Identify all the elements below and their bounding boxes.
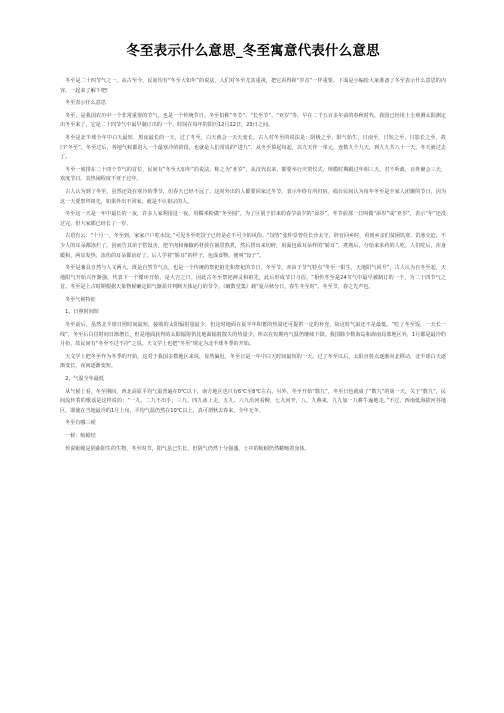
- paragraph: 冬至，是我国农历中一个非常重要的节气，也是一个传统节日。冬至俗称“冬节”、“长至节”、“亚岁”等。早在二千五百多年前的春秋时代，我国已经用土圭观测太阳测定出冬至来了，它是二十四节气中最早制订出的一个。时间在每年的阳历12月22日，23日之间。: [60, 112, 446, 129]
- paragraph: 冬至一度排在二十四个节气的首位，民间有“冬至大如年”的说法，称之为“亚岁”。从汉代以来，都要举行庆贺仪式，规模时期跟过年相三天，君不听政，百姓聚会三天，欢度节日。其热闹程度不亚于过年。: [60, 166, 446, 183]
- section-heading: 冬至有哪三候: [65, 420, 96, 427]
- paragraph: 传说蚯蚓是阴曲阳生的生物，冬至时节，阳气虽已生长，但阴气仍然十分强盛，土中的蚯蚓仍然蜷缩着身体。: [65, 445, 310, 452]
- paragraph: 冬至是兼具自然与人文两大，既是自然节气点，也是一个传统的祭祀祖先和祭祀的节日。冬至节，亦由于节气特点“冬至一阳生，天地阳气回升”，古人认为自冬至起，天地阳气开始兴作渐强，代表下一个循环开始，是大吉之日。因此古冬至祭祀神灵和祖先，此后形成节日习俗。“相传冬至是24节气中最早被制订的一个，为二十四节气之首。冬至是上古时期根据天象物候确定阳气渐盈并判断天体运行的节令。《破数堂集》载“夏尽秋分日，春生冬至时”。冬至节，春之先声也。: [60, 265, 446, 291]
- document-title: 冬至表示什么意思_冬至寓意代表什么意思: [126, 43, 380, 59]
- paragraph: 冬至前后，虽然北半球日照时间最短，接收的太阳辐射量最少，但这时地面在夏半年积蓄的热量还可提供一定的补充，故这时气温还不是最低。“吃了冬至饭，一天长一线”，冬至后白昼时间日渐增长，但是地面获得的太阳辐射仍比地面辐射散失的热量少，所以在短期内气温仍继续下降。我国除少数海岛和海南局部地区外，1月都是最冷的月份，故民间有“冬至不过不冷”之说。天文学上也把“冬至”规定为北半球冬季的开始。: [60, 322, 446, 348]
- paragraph: 古语有云：“十月一，冬至到，家家户户吃水饺。”可见冬至吃饺子已经是必不可少的风俗。“饺皆”张仲景曾任长沙太守，辞官回乡时，看到乡亲们贫困饥寒，饥寒交迫，不少人的耳朵都冻烂了。因而告其弟子搭设舍，把羊肉和辣椒药材放在锅里熬煮，然后捞出来切碎，用面包成耳朵样的“娇耳”，煮熟后，分给来求药的人吃。人们吃后，浑身暖和，两耳发热，冻伤的耳朵都治好了。后人学着“娇耳”的样子，包成食物，便叫“饺子”。: [60, 233, 446, 259]
- paragraph: 从气候上看，冬至期间，西北高原平均气温普遍在0℃以下，南方地区也只有6℃至8℃左右。另外，冬至开始“数九”，冬至日也就成了“数九”的第一天。关于“数九”，民间流传着的歌谣是这样说的：“一九、二九不出手，三九、四九冰上走，五九、六九沿河看柳，七九河开，八，九燕来，九九加一九耕牛遍地走。”不过，西南低海拔河谷地区，即使在当地最冷的1月上旬，平均气温仍然在10℃以上，真可谓秋去春来，全年无冬。: [60, 388, 446, 414]
- sub-heading: 1、日照时间短: [65, 309, 99, 316]
- sub-heading: 2、气温全年最低: [65, 376, 104, 383]
- paragraph: 天文学上把冬至作为冬季的开始，这对于我国多数地区来说，显然偏迟。冬至日是一年中白天时间最短的一天。过了冬至以后，太阳直射点逐渐向北移动，北半球白天逐渐变长，夜间逐渐变短。: [60, 353, 446, 370]
- paragraph: 古人认为到了冬至，虽然还处在寒冷的季节，但春天已经不远了。这时外出的人都要回家过冬节，表示年终有所归宿。福台民间认为每年冬至是全家人团聚的节日，因为这一天要祭拜祖先，如果外出不回家，就是不认祖宗的人。: [60, 188, 446, 205]
- sub-heading: 一候：蚯蚓结: [65, 433, 96, 439]
- section-heading: 冬至表示什么意思: [65, 100, 106, 107]
- section-heading: 冬至气候特征: [65, 296, 96, 303]
- paragraph: 冬至这一天是一年中最长的一夜，许多人家利用这一夜，用糯米粉做“冬至圆”，为了区别于旧来的春节前夕的“添岁”，冬节前那一日叫做“添岁”或“亚岁”，表示“年”还没过完，但大家都已经长了一岁。: [60, 211, 446, 227]
- paragraph: 冬至是二十四节气之一。从古至今，民间均有“冬至大如年”的说法，人们对冬至尤其重视，把它看得和“岁首”一样重要。下面是小编给大家准备了冬至表示什么意思的内容，一起来了解下吧!: [60, 78, 446, 94]
- paragraph: 冬至是北半球全年中白天最短、黑夜最长的一天，过了冬至，白天就会一天天变长。古人对冬至的说法是：阴极之至，阳气始生，日南至，日短之至，日影长之至，故曰“冬至”。冬至过后，各地气候都进入一个最寒冷的阶段，也就是人们常说的“进九”，从冬至算起每起，以九天作一单元，连数九个九天，到九九共八十一天，冬天就过去了。: [60, 134, 446, 161]
- document-body: [60, 77, 446, 454]
